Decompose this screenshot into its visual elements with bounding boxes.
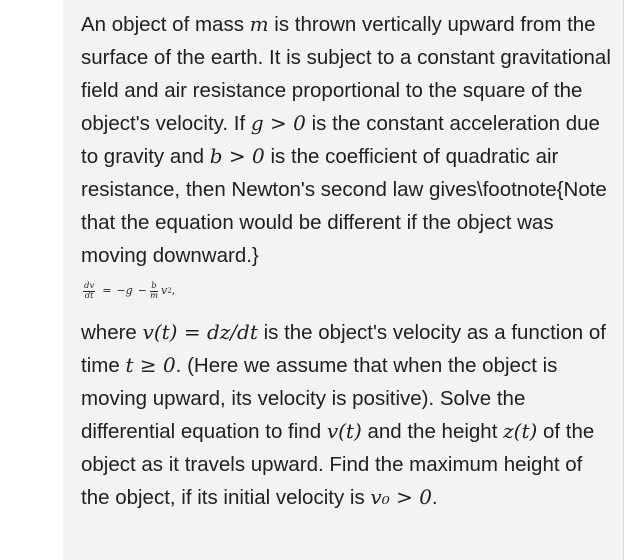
problem-text (81, 8, 611, 514)
math-time: t ≥ 0 (125, 353, 176, 377)
math-mass: m (249, 12, 269, 36)
equals-sign: = (102, 284, 112, 297)
text: is the constant acceleration due to gravity and (81, 112, 600, 168)
math-coefficient: b > 0 (209, 144, 265, 168)
comma: , (171, 284, 176, 297)
text: where (81, 321, 143, 344)
math-velocity: v(t) (326, 419, 362, 443)
problem-card (63, 0, 623, 560)
text: is thrown vertically upward from the surface of the earth. It is subject to a constant gravitational field and air resistance proportional to the square of the object's velocity. If (81, 13, 611, 135)
text: . (431, 486, 438, 509)
fraction-denominator: dt (84, 290, 94, 301)
b-over-m-fraction (149, 282, 159, 301)
text: and the height (361, 420, 504, 443)
minus-sign: − (137, 284, 147, 297)
text: An object of mass (81, 13, 250, 36)
text: . (Here we assume that when the object is moving upward, its velocity is positive). Solve the differential equation to find (81, 354, 558, 443)
derivative-fraction (83, 282, 95, 301)
math-gravity: g > 0 (250, 111, 306, 135)
fraction-denominator: m (149, 290, 159, 301)
equation: $\frac{dv}{dt}$ = −g − $\frac{b}{m}$ v 2 , (81, 276, 611, 306)
card-border (623, 0, 624, 560)
math-velocity-def: v(t) = dz/dt (142, 320, 258, 344)
fraction-numerator: dv (84, 280, 95, 291)
paragraph-intro (81, 8, 611, 272)
text: of the object as it travels upward. Find the maximum height of the object, if its initial velocity is (81, 420, 595, 509)
minus-g: −g (116, 284, 133, 297)
paragraph-task (81, 316, 611, 514)
math-initial-velocity: v₀ > 0 (370, 485, 432, 509)
math-height: z(t) (503, 419, 538, 443)
velocity-symbol: v (161, 284, 168, 297)
fraction-numerator: b (151, 280, 157, 291)
text: is the coefficient of quadratic air resistance, then Newton's second law gives\footnote{Note that the equation would be different if the object was moving downward.} (81, 145, 607, 267)
text: is the object's velocity as a function of time (81, 321, 606, 377)
